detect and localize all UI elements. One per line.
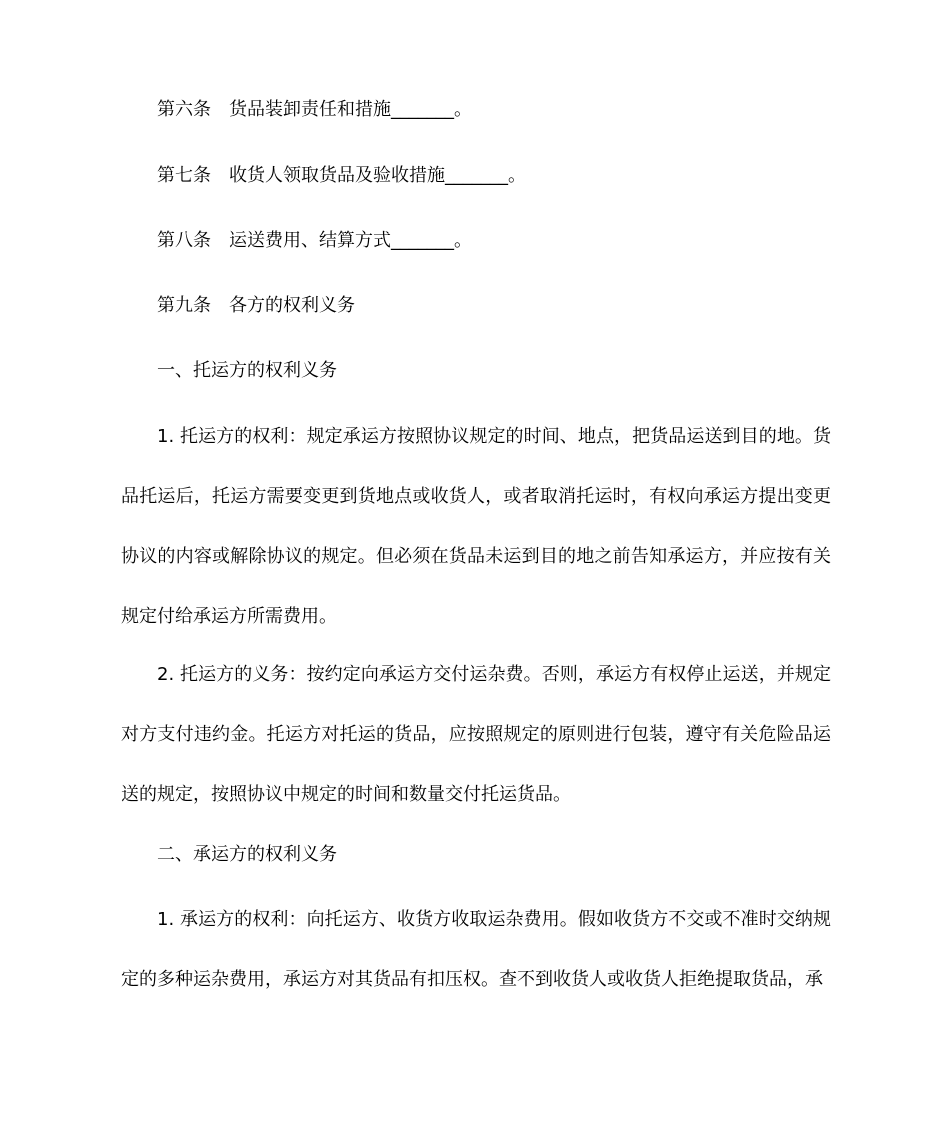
section-carrier-heading: 二、承运方的权利义务 bbox=[157, 844, 337, 865]
shipper-obligations: 2. 托运方的义务：按约定向承运方交付运杂费。否则，承运方有权停止运送，并规定对方支付违约金。托运方对托运的货品，应按照规定的原则进行包装，遵守有关危险品运送的规定，按照协议中规定的时间和数量交付托运货品。 bbox=[121, 664, 831, 805]
article-9: 第九条 各方的权利义务 bbox=[157, 295, 355, 316]
article-8: 第八条 运送费用、结算方式_______。 bbox=[157, 230, 472, 251]
shipper-rights: 1. 托运方的权利：规定承运方按照协议规定的时间、地点，把货品运送到目的地。货品托运后，托运方需要变更到货地点或收货人，或者取消托运时，有权向承运方提出变更协议的内容或解除协议的规定。但必须在货品未运到目的地之前告知承运方，并应按有关规定付给承运方所需费用。 bbox=[121, 426, 831, 627]
article-7: 第七条 收货人领取货品及验收措施_______。 bbox=[157, 165, 526, 186]
section-shipper-heading: 一、托运方的权利义务 bbox=[157, 360, 337, 381]
article-6: 第六条 货品装卸责任和措施_______。 bbox=[157, 99, 472, 120]
carrier-rights: 1. 承运方的权利：向托运方、收货方收取运杂费用。假如收货方不交或不准时交纳规定的多种运杂费用，承运方对其货品有扣压权。查不到收货人或收货人拒绝提取货品，承 bbox=[121, 909, 831, 990]
